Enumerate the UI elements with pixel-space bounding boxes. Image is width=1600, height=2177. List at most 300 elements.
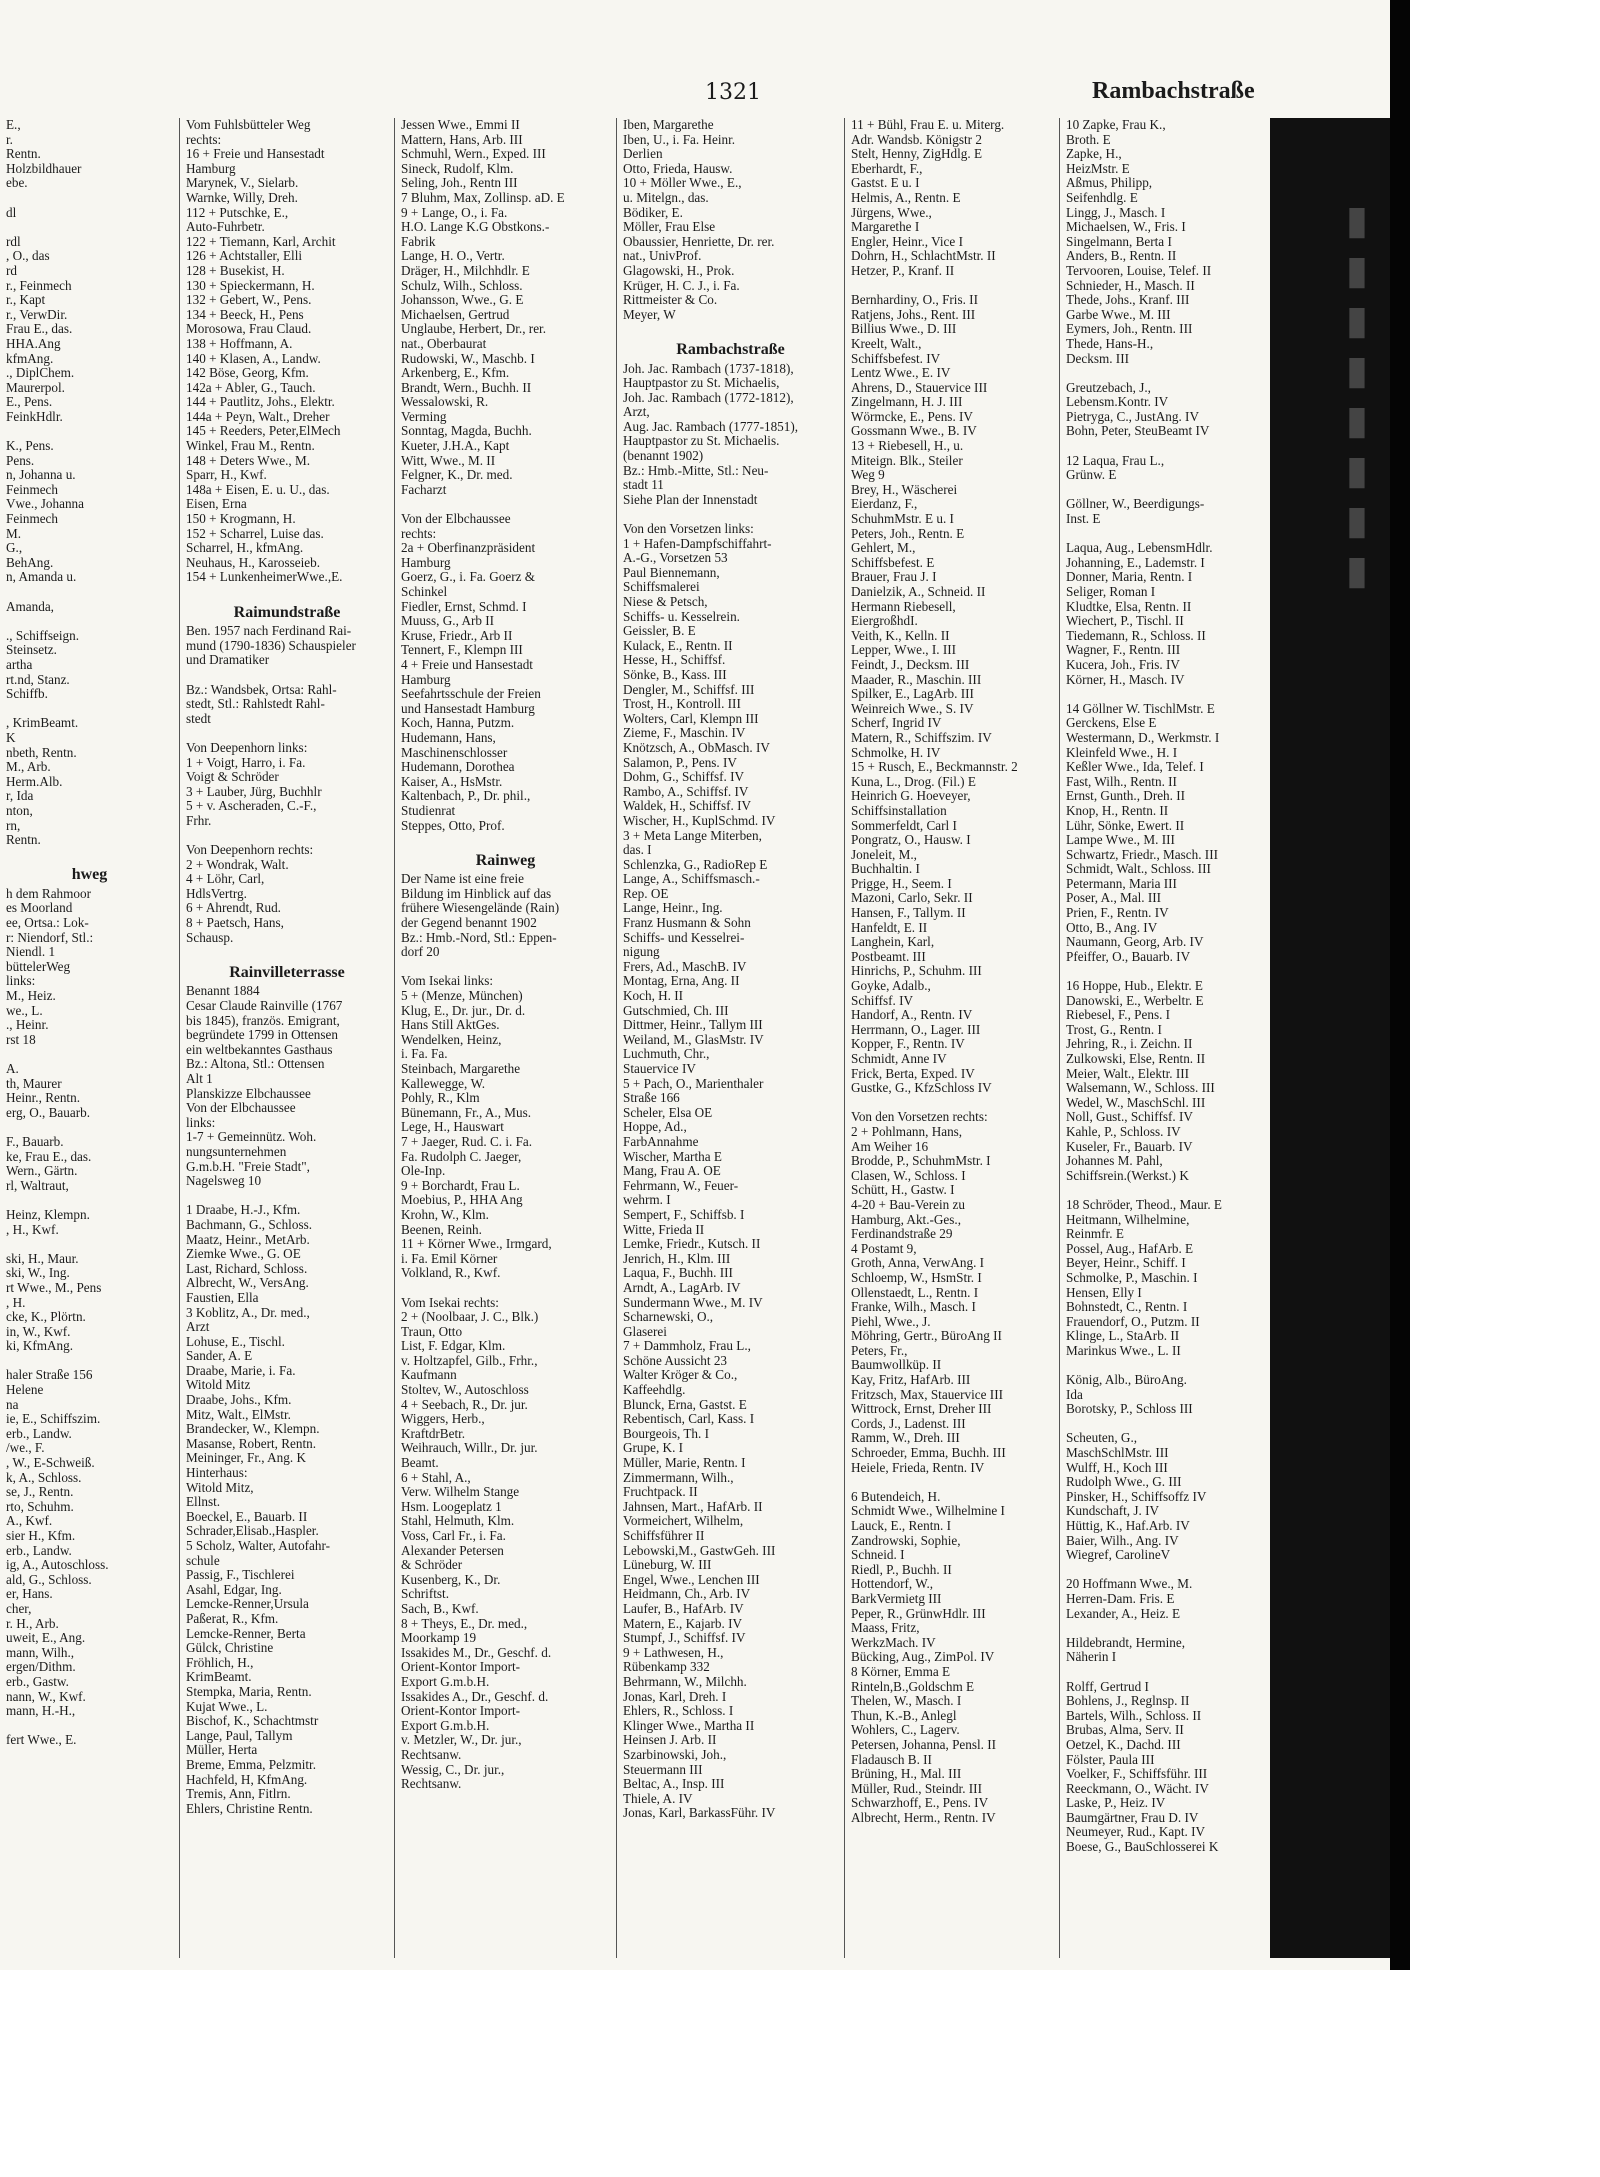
directory-entry: Aug. Jac. Rambach (1777-1851), xyxy=(623,419,799,434)
directory-entry: Pens. xyxy=(6,453,35,468)
directory-entry: Herren-Dam. Fris. E xyxy=(1066,1591,1175,1606)
directory-entry: Fiedler, Ernst, Schmd. I xyxy=(401,599,527,614)
directory-entry: Oetzel, K., Dachd. III xyxy=(1066,1737,1181,1752)
directory-entry: und Dramatiker xyxy=(186,653,270,668)
directory-entry: ebe. xyxy=(6,176,28,191)
directory-entry: Wedel, W., MaschSchl. III xyxy=(1066,1095,1206,1110)
directory-entry: Helene xyxy=(6,1383,44,1398)
directory-entry: Schroeder, Emma, Buchh. III xyxy=(851,1446,1006,1461)
directory-entry: Rechtsanw. xyxy=(401,1747,462,1762)
directory-entry: Unglaube, Herbert, Dr., rer. xyxy=(401,322,547,337)
directory-entry: Von Deepenhorn links: xyxy=(186,740,308,755)
directory-entry: Albrecht, Herm., Rentn. IV xyxy=(851,1810,996,1825)
directory-entry: Kludtke, Elsa, Rentn. II xyxy=(1066,599,1192,614)
directory-entry: 7 + Jaeger, Rud. C. i. Fa. xyxy=(401,1134,533,1149)
directory-entry: Johanning, E., Lademstr. I xyxy=(1066,555,1205,570)
directory-entry: Feinmech xyxy=(6,482,59,497)
directory-entry: Export G.m.b.H. xyxy=(401,1718,490,1733)
directory-entry: Gehlert, M., xyxy=(851,541,916,556)
directory-entry: Thelen, W., Masch. I xyxy=(851,1694,962,1709)
directory-entry: 122 + Tiemann, Karl, Archit xyxy=(186,234,336,249)
directory-entry: Baumwollküp. II xyxy=(851,1358,942,1373)
directory-entry: Draabe, Marie, i. Fa. xyxy=(186,1363,296,1378)
directory-entry: Schnieder, H., Masch. II xyxy=(1066,278,1195,293)
directory-entry: Boeckel, E., Bauarb. II xyxy=(186,1509,308,1524)
directory-entry: Ziemke Wwe., G. OE xyxy=(186,1247,301,1262)
directory-entry: Franke, Wilh., Masch. I xyxy=(851,1300,976,1315)
directory-entry: Fölster, Paula III xyxy=(1066,1752,1155,1767)
directory-entry: Müller, Rud., Steindr. III xyxy=(851,1781,982,1796)
directory-entry: Seling, Joh., Rentn III xyxy=(401,176,518,191)
directory-entry: Breme, Emma, Pelzmitr. xyxy=(186,1757,317,1772)
directory-entry: Brubas, Alma, Serv. II xyxy=(1066,1723,1184,1738)
directory-entry: Rudowski, W., Maschb. I xyxy=(401,351,535,366)
directory-entry: Frick, Berta, Exped. IV xyxy=(851,1066,975,1081)
directory-entry: 112 + Putschke, E., xyxy=(186,205,289,220)
directory-entry: Fast, Wilh., Rentn. II xyxy=(1066,774,1177,789)
directory-entry: Ole-Inp. xyxy=(401,1164,446,1179)
directory-entry: , KrimBeamt. xyxy=(6,716,79,731)
directory-entry: Schiffb. xyxy=(6,687,48,702)
directory-entry: Aßmus, Philipp, xyxy=(1066,176,1153,191)
directory-entry: Lühr, Sönke, Ewert. II xyxy=(1066,818,1185,833)
directory-entry: Waldek, H., Schiffsf. IV xyxy=(623,799,751,814)
directory-entry: Fa. Rudolph C. Jaeger, xyxy=(401,1149,522,1164)
directory-entry: Bz.: Hmb.-Nord, Stl.: Eppen- xyxy=(401,930,557,945)
directory-entry: Schrader,Elisab.,Haspler. xyxy=(186,1524,319,1539)
directory-entry: Hensen, Elly I xyxy=(1066,1285,1142,1300)
directory-entry: Last, Richard, Schloss. xyxy=(186,1261,308,1276)
blank-line xyxy=(401,1281,610,1296)
directory-entry: Wulff, H., Koch III xyxy=(1066,1460,1168,1475)
directory-entry: stedt xyxy=(186,711,211,726)
directory-entry: Kahle, P., Schloss. IV xyxy=(1066,1124,1181,1139)
directory-entry: Klug, E., Dr. jur., Dr. d. xyxy=(401,1003,526,1018)
blank-line xyxy=(186,829,388,844)
directory-entry: Wessalowski, R. xyxy=(401,395,489,410)
directory-entry: Passig, F., Tischlerei xyxy=(186,1568,295,1583)
directory-entry: 2 + Wondrak, Walt. xyxy=(186,857,289,872)
directory-entry: Greutzebach, J., xyxy=(1066,380,1151,395)
directory-entry: nann, W., Kwf. xyxy=(6,1689,86,1704)
directory-entry: Michaelsen, W., Fris. I xyxy=(1066,220,1186,235)
directory-entry: Heitmann, Wilhelmine, xyxy=(1066,1212,1190,1227)
blank-line xyxy=(6,220,173,235)
directory-entry: Benannt 1884 xyxy=(186,984,260,999)
directory-entry: 130 + Spieckermann, H. xyxy=(186,278,315,293)
blank-line xyxy=(186,726,388,741)
directory-entry: Danielzik, A., Schneid. II xyxy=(851,585,986,599)
directory-entry: Mattern, Hans, Arb. III xyxy=(401,132,523,147)
directory-entry: 5 + Pach, O., Marienthaler xyxy=(623,1076,764,1091)
directory-entry: Jessen Wwe., Emmi II xyxy=(401,118,520,132)
directory-entry: Moorkamp 19 xyxy=(401,1631,477,1646)
directory-entry: Dohm, G., Schiffsf. IV xyxy=(623,770,744,785)
directory-entry: Scharnewski, O., xyxy=(623,1310,714,1325)
directory-entry: Voss, Carl Fr., i. Fa. xyxy=(401,1529,506,1543)
directory-entry: rd xyxy=(6,263,17,278)
directory-entry: Rep. OE xyxy=(623,886,669,901)
directory-entry: 1 + Voigt, Harro, i. Fa. xyxy=(186,755,306,770)
directory-entry: Kaufmann xyxy=(401,1368,457,1383)
directory-entry: FarbAnnahme xyxy=(623,1134,699,1149)
directory-entry: Bildung im Hinblick auf das xyxy=(401,886,552,901)
directory-entry: Behrmann, W., Milchh. xyxy=(623,1674,747,1689)
directory-entry: Hanfeldt, E. II xyxy=(851,920,928,935)
directory-entry: Ehlers, Christine Rentn. xyxy=(186,1801,313,1816)
directory-entry: Zandrowski, Sophie, xyxy=(851,1533,961,1548)
directory-entry: Schinkel xyxy=(401,585,448,599)
directory-entry: ald, G., Schloss. xyxy=(6,1572,92,1587)
directory-entry: Inst. E xyxy=(1066,512,1101,527)
directory-entry: ., DiplChem. xyxy=(6,366,75,381)
directory-entry: Wern., Gärtn. xyxy=(6,1164,78,1179)
directory-entry: Weinreich Wwe., S. IV xyxy=(851,701,974,716)
directory-entry: , O., das xyxy=(6,249,50,264)
directory-entry: Sonntag, Magda, Buchh. xyxy=(401,424,532,439)
directory-entry: ergen/Dithm. xyxy=(6,1660,76,1675)
directory-entry: Arzt xyxy=(186,1320,210,1335)
directory-entry: M., Arb. xyxy=(6,760,51,775)
directory-entry: Prien, F., Rentn. IV xyxy=(1066,906,1169,921)
directory-entry: Herm.Alb. xyxy=(6,774,63,789)
blank-line xyxy=(1066,439,1264,454)
directory-entry: Straße 166 xyxy=(623,1091,680,1106)
directory-entry: cke, K., Plörtn. xyxy=(6,1310,86,1325)
directory-entry: Glagowski, H., Prok. xyxy=(623,263,735,278)
directory-entry: 138 + Hoffmann, A. xyxy=(186,336,293,351)
blank-line xyxy=(401,497,610,512)
directory-entry: Schiffsbefest. E xyxy=(851,555,935,570)
directory-entry: Stauervice IV xyxy=(623,1062,696,1076)
directory-entry: Sparr, H., Kwf. xyxy=(186,468,267,483)
directory-entry: König, Alb., BüroAng. xyxy=(1066,1373,1187,1388)
blank-line xyxy=(6,191,173,206)
directory-entry: KraftdrBetr. xyxy=(401,1426,466,1441)
directory-entry: Sineck, Rudolf, Klm. xyxy=(401,161,514,176)
directory-entry: Decksm. III xyxy=(1066,351,1129,366)
directory-entry: v. Metzler, W., Dr. jur., xyxy=(401,1733,522,1748)
directory-entry: Blunck, Erna, Gastst. E xyxy=(623,1397,747,1412)
directory-entry: Noll, Gust., Schiffsf. IV xyxy=(1066,1110,1193,1125)
directory-entry: rn, xyxy=(6,818,21,833)
directory-entry: Krohn, W., Klm. xyxy=(401,1207,489,1222)
directory-entry: se, J., Rentn. xyxy=(6,1485,74,1500)
directory-entry: Bohn, Peter, SteuBeamt IV xyxy=(1066,424,1210,439)
directory-entry: rechts: xyxy=(186,132,222,147)
directory-entry: Stahl, Helmuth, Klm. xyxy=(401,1514,515,1529)
directory-entry: Niese & Petsch, xyxy=(623,595,708,609)
directory-entry: Koch, Hanna, Putzm. xyxy=(401,716,515,731)
directory-entry: Rambo, A., Schiffsf. IV xyxy=(623,784,749,799)
directory-entry: Kujat Wwe., L. xyxy=(186,1699,268,1714)
directory-entry: A. xyxy=(6,1062,19,1076)
directory-entry: Verw. Wilhelm Stange xyxy=(401,1485,520,1500)
blank-line xyxy=(6,1237,173,1252)
directory-entry: Jürgens, Wwe., xyxy=(851,205,932,220)
directory-entry: 2 + Pohlmann, Hans, xyxy=(851,1124,963,1139)
directory-entry: Neumeyer, Rud., Kapt. IV xyxy=(1066,1825,1206,1840)
directory-entry: 16 Hoppe, Hub., Elektr. E xyxy=(1066,979,1203,994)
directory-entry: Heinrich G. Hoeveyer, xyxy=(851,789,971,804)
directory-entry: Orient-Kontor Import- xyxy=(401,1704,521,1719)
directory-entry: Riebesel, F., Pens. I xyxy=(1066,1008,1171,1023)
directory-entry: 11 + Körner Wwe., Irmgard, xyxy=(401,1237,552,1252)
directory-entry: in, W., Kwf. xyxy=(6,1324,71,1339)
directory-entry: Rinteln,B.,Goldschm E xyxy=(851,1679,975,1694)
directory-entry: Steinbach, Margarethe xyxy=(401,1062,521,1076)
directory-entry: Holzbildhauer xyxy=(6,161,82,176)
directory-entry: Witt, Wwe., M. II xyxy=(401,453,496,468)
directory-entry: Kaiser, A., HsMstr. xyxy=(401,774,503,789)
blank-line xyxy=(851,279,1053,294)
directory-entry: Faustien, Ella xyxy=(186,1290,259,1305)
directory-entry: kfmAng. xyxy=(6,351,54,366)
directory-entry: Kreelt, Walt., xyxy=(851,336,922,351)
directory-entry: WerkzMach. IV xyxy=(851,1635,936,1650)
directory-entry: Facharzt xyxy=(401,482,447,497)
directory-entry: Tennert, F., Klempn III xyxy=(401,643,523,658)
directory-entry: fert Wwe., E. xyxy=(6,1733,77,1748)
directory-entry: BarkVermietg III xyxy=(851,1591,942,1606)
directory-entry: Masanse, Robert, Rentn. xyxy=(186,1436,317,1451)
directory-entry: Beltac, A., Insp. III xyxy=(623,1777,725,1792)
directory-entry: 5 + v. Ascheraden, C.-F., xyxy=(186,799,317,814)
directory-entry: , H. xyxy=(6,1295,26,1310)
directory-entry: Fabrik xyxy=(401,234,436,249)
directory-entry: Thun, K.-B., Anlegl xyxy=(851,1708,957,1723)
directory-entry: 1-7 + Gemeinnütz. Woh. xyxy=(186,1130,317,1145)
directory-entry: Helmis, A., Rentn. E xyxy=(851,190,961,205)
directory-entry: Laske, P., Heiz. IV xyxy=(1066,1796,1166,1811)
directory-entry: K xyxy=(6,730,16,745)
blank-line xyxy=(623,507,838,522)
directory-entry: 9 + Lathwesen, H., xyxy=(623,1645,724,1660)
blank-line xyxy=(6,1719,173,1734)
directory-entry: uweit, E., Ang. xyxy=(6,1631,86,1646)
directory-entry: Schiffsmalerei xyxy=(623,580,700,595)
directory-entry: na xyxy=(6,1397,19,1412)
directory-entry: Maschinenschlosser xyxy=(401,745,508,760)
directory-entry: cher, xyxy=(6,1601,32,1616)
directory-entry: begründete 1799 in Ottensen xyxy=(186,1028,338,1043)
directory-entry: Tervooren, Louise, Telef. II xyxy=(1066,263,1212,278)
directory-entry: SchuhmMstr. E u. I xyxy=(851,512,954,527)
directory-entry: Schwarzhoff, E., Pens. IV xyxy=(851,1796,989,1811)
directory-entry: Cesar Claude Rainville (1767 xyxy=(186,999,343,1014)
directory-entry: Bourgeois, Th. I xyxy=(623,1426,709,1441)
directory-entry: Otto, B., Ang. IV xyxy=(1066,920,1158,935)
directory-entry: Rübenkamp 332 xyxy=(623,1660,710,1675)
directory-entry: Sempert, F., Schiffsb. I xyxy=(623,1207,745,1222)
directory-entry: Fritzsch, Max, Stauervice III xyxy=(851,1387,1003,1402)
directory-entry: ., Schiffseign. xyxy=(6,628,80,643)
directory-entry: 9 + Borchardt, Frau L. xyxy=(401,1178,520,1193)
directory-entry: 4 + Seebach, R., Dr. jur. xyxy=(401,1397,528,1412)
directory-entry: Schwartz, Friedr., Masch. III xyxy=(1066,847,1218,862)
directory-entry: Hauptpastor zu St. Michaelis. xyxy=(623,434,780,449)
directory-entry: Spilker, E., LagArb. III xyxy=(851,687,974,702)
directory-entry: we., L. xyxy=(6,1003,43,1018)
directory-entry: rechts: xyxy=(401,526,437,541)
directory-entry: Borotsky, P., Schloss III xyxy=(1066,1402,1193,1417)
blank-line xyxy=(1066,1563,1264,1578)
directory-entry: Schulz, Wilh., Schloss. xyxy=(401,278,523,293)
directory-entry: mund (1790-1836) Schauspieler xyxy=(186,638,356,653)
directory-entry: th, Maurer xyxy=(6,1076,62,1091)
directory-entry: Geissler, B. E xyxy=(623,624,696,639)
directory-entry: Schiffsführer II xyxy=(623,1529,705,1543)
directory-entry: Scheuten, G., xyxy=(1066,1431,1138,1446)
directory-entry: erb., Landw. xyxy=(6,1543,72,1558)
directory-entry: Kopper, F., Rentn. IV xyxy=(851,1037,965,1052)
directory-entry: Lange, H. O., Vertr. xyxy=(401,249,505,264)
directory-entry: Arzt, xyxy=(623,405,650,420)
blank-line xyxy=(186,945,388,960)
directory-entry: Grupe, K. I xyxy=(623,1441,684,1456)
directory-entry: r: Niendorf, Stl.: xyxy=(6,930,94,945)
directory-entry: & Schröder xyxy=(401,1558,463,1573)
directory-entry: Zimmermann, Wilh., xyxy=(623,1470,734,1485)
directory-entry: Stelt, Henny, ZigHdlg. E xyxy=(851,147,983,162)
directory-entry: Hinrichs, P., Schuhm. III xyxy=(851,964,982,979)
directory-entry: Tiedemann, R., Schloss. II xyxy=(1066,628,1206,643)
directory-entry: Pinsker, H., Schiffsoffz IV xyxy=(1066,1489,1207,1504)
directory-entry: der Gegend benannt 1902 xyxy=(401,916,537,931)
directory-entry: Zapke, H., xyxy=(1066,147,1122,162)
directory-entry: Kalleweggе, W. xyxy=(401,1076,486,1091)
directory-entry: Sach, B., Kwf. xyxy=(401,1601,479,1616)
directory-entry: Rentn. xyxy=(6,833,41,848)
directory-entry: Lebensm.Kontr. IV xyxy=(1066,395,1169,410)
directory-entry: HHA.Ang xyxy=(6,336,61,351)
directory-entry: ski, W., Ing. xyxy=(6,1266,70,1281)
directory-entry: F., Bauarb. xyxy=(6,1134,64,1149)
directory-entry: Hoppe, Ad., xyxy=(623,1120,687,1135)
directory-entry: Wischer, Martha E xyxy=(623,1149,722,1164)
street-section-title: Rainvilleterrasse xyxy=(229,963,345,981)
directory-entry: Reeckmann, O., Wächt. IV xyxy=(1066,1781,1209,1796)
directory-entry: Salamon, P., Pens. IV xyxy=(623,755,737,770)
directory-entry: Hetzer, P., Kranf. II xyxy=(851,263,955,278)
directory-entry: 1 Draabe, H.-J., Kfm. xyxy=(186,1203,301,1218)
blank-line xyxy=(623,322,838,337)
directory-entry: Peters, Joh., Rentn. E xyxy=(851,526,965,541)
directory-entry: 18 Schröder, Theod., Maur. E xyxy=(1066,1197,1222,1212)
directory-entry: Sundermann Wwe., M. IV xyxy=(623,1295,763,1310)
directory-entry: Rechtsanw. xyxy=(401,1777,462,1792)
directory-entry: 4 + Löhr, Carl, xyxy=(186,872,265,887)
directory-entry: Lüneburg, W. III xyxy=(623,1558,712,1573)
directory-entry: Ahrens, D., Stauervice III xyxy=(851,380,988,395)
directory-entry: Obaussier, Henriette, Dr. rer. xyxy=(623,234,775,249)
directory-entry: erb., Landw. xyxy=(6,1426,72,1441)
directory-entry: Handorf, A., Rentn. IV xyxy=(851,1008,973,1023)
directory-entry: Nagelsweg 10 xyxy=(186,1174,262,1189)
directory-entry: Bz.: Altona, Stl.: Ottensen xyxy=(186,1057,325,1072)
directory-entry: Lexander, A., Heiz. E xyxy=(1066,1606,1181,1621)
directory-entry: Petersen, Johanna, Pensl. II xyxy=(851,1737,997,1752)
directory-entry: Paßerat, R., Kfm. xyxy=(186,1611,279,1626)
directory-entry: Beenen, Reinh. xyxy=(401,1222,482,1237)
directory-entry: 10 + Möller Wwe., E., xyxy=(623,176,742,191)
directory-entry: 4 + Freie und Hansestadt xyxy=(401,657,533,672)
directory-entry: 3 + Meta Lange Miterben, xyxy=(623,828,762,843)
directory-entry: Bischof, K., Schachtmstr xyxy=(186,1714,319,1729)
directory-entry: Thede, Hans-H., xyxy=(1066,336,1154,351)
directory-entry: Rudolph Wwe., G. III xyxy=(1066,1475,1182,1490)
directory-entry: Hudemann, Dorothea xyxy=(401,760,515,775)
directory-entry: Von den Vorsetzen rechts: xyxy=(851,1110,988,1125)
directory-entry: Scherf, Ingrid IV xyxy=(851,716,942,731)
directory-entry: Laqua, Aug., LebensmHdlr. xyxy=(1066,541,1213,556)
directory-entry: A.-G., Vorsetzen 53 xyxy=(623,551,728,566)
directory-entry: E., Pens. xyxy=(6,395,53,410)
directory-entry: i. Fa. Emil Körner xyxy=(401,1251,498,1266)
blank-line xyxy=(6,585,173,600)
directory-entry: Kay, Fritz, HafArb. III xyxy=(851,1373,971,1388)
directory-entry: Laqua, F., Buchh. III xyxy=(623,1266,733,1281)
directory-entry: Brauer, Frau J. I xyxy=(851,570,937,585)
directory-entry: Eisen, Erna xyxy=(186,497,247,512)
directory-entry: Warnke, Willy, Dreh. xyxy=(186,190,298,205)
directory-entry: Sönke, B., Kass. III xyxy=(623,667,727,682)
directory-entry: 5 + (Menze, München) xyxy=(401,989,523,1004)
directory-entry: Buchhaltin. I xyxy=(851,862,920,877)
directory-entry: nungsunternehmen xyxy=(186,1144,287,1159)
directory-entry: Gossmann Wwe., B. IV xyxy=(851,424,977,439)
directory-entry: Jenrich, H., Klm. III xyxy=(623,1251,731,1266)
directory-entry: Kundschaft, J. IV xyxy=(1066,1504,1160,1519)
directory-entry: Schmidt, Walt., Schloss. III xyxy=(1066,862,1211,877)
directory-entry: Rolff, Gertrud I xyxy=(1066,1679,1149,1694)
directory-entry: Volkland, R., Kwf. xyxy=(401,1266,501,1281)
directory-entry: Klinge, L., StaArb. II xyxy=(1066,1329,1180,1344)
directory-entry: Brandt, Wern., Buchh. II xyxy=(401,380,532,395)
blank-line xyxy=(6,1120,173,1135)
directory-entry: Trost, H., Kontroll. III xyxy=(623,697,741,712)
directory-entry: Zingelmann, H. J. III xyxy=(851,395,963,410)
directory-entry: Iben, Margarethe xyxy=(623,118,714,132)
directory-entry: rst 18 xyxy=(6,1032,36,1047)
directory-entry: 150 + Krogmann, H. xyxy=(186,512,296,527)
directory-entry: Heinr., Rentn. xyxy=(6,1091,80,1106)
directory-entry: A., Kwf. xyxy=(6,1514,53,1529)
directory-entry: Johannes M. Pahl, xyxy=(1066,1154,1163,1169)
directory-entry: Felgner, K., Dr. med. xyxy=(401,468,513,483)
blank-line xyxy=(6,1047,173,1062)
directory-entry: MaschSchlMstr. III xyxy=(1066,1446,1169,1461)
street-section-title: hweg xyxy=(71,866,108,884)
directory-entry: 6 Butendeich, H. xyxy=(851,1489,941,1504)
directory-entry: es Moorland xyxy=(6,901,73,916)
directory-entry: Göllner, W., Beerdigungs- xyxy=(1066,497,1205,512)
blank-line xyxy=(851,1475,1053,1490)
directory-entry: Schiffsbefest. IV xyxy=(851,351,941,366)
directory-entry: Dräger, H., Milchhdlr. E xyxy=(401,263,530,278)
directory-entry: Alexander Petersen xyxy=(401,1543,504,1558)
directory-entry: Körner, H., Masch. IV xyxy=(1066,672,1185,687)
directory-entry: Vom Isekai rechts: xyxy=(401,1295,499,1310)
directory-entry: Otto, Frieda, Hausw. xyxy=(623,161,733,176)
directory-entry: Moebius, P., HHA Ang xyxy=(401,1193,523,1208)
directory-entry: Pfeiffer, O., Bauarb. IV xyxy=(1066,949,1191,964)
directory-entry: G.m.b.H. "Freie Stadt", xyxy=(186,1159,310,1174)
directory-entry: Fruchtpack. II xyxy=(623,1485,698,1500)
directory-entry: 11 + Bühl, Frau E. u. Miterg. xyxy=(851,118,1005,132)
directory-entry: Trost, G., Rentn. I xyxy=(1066,1022,1162,1037)
directory-entry: Von den Vorsetzen links: xyxy=(623,522,754,537)
